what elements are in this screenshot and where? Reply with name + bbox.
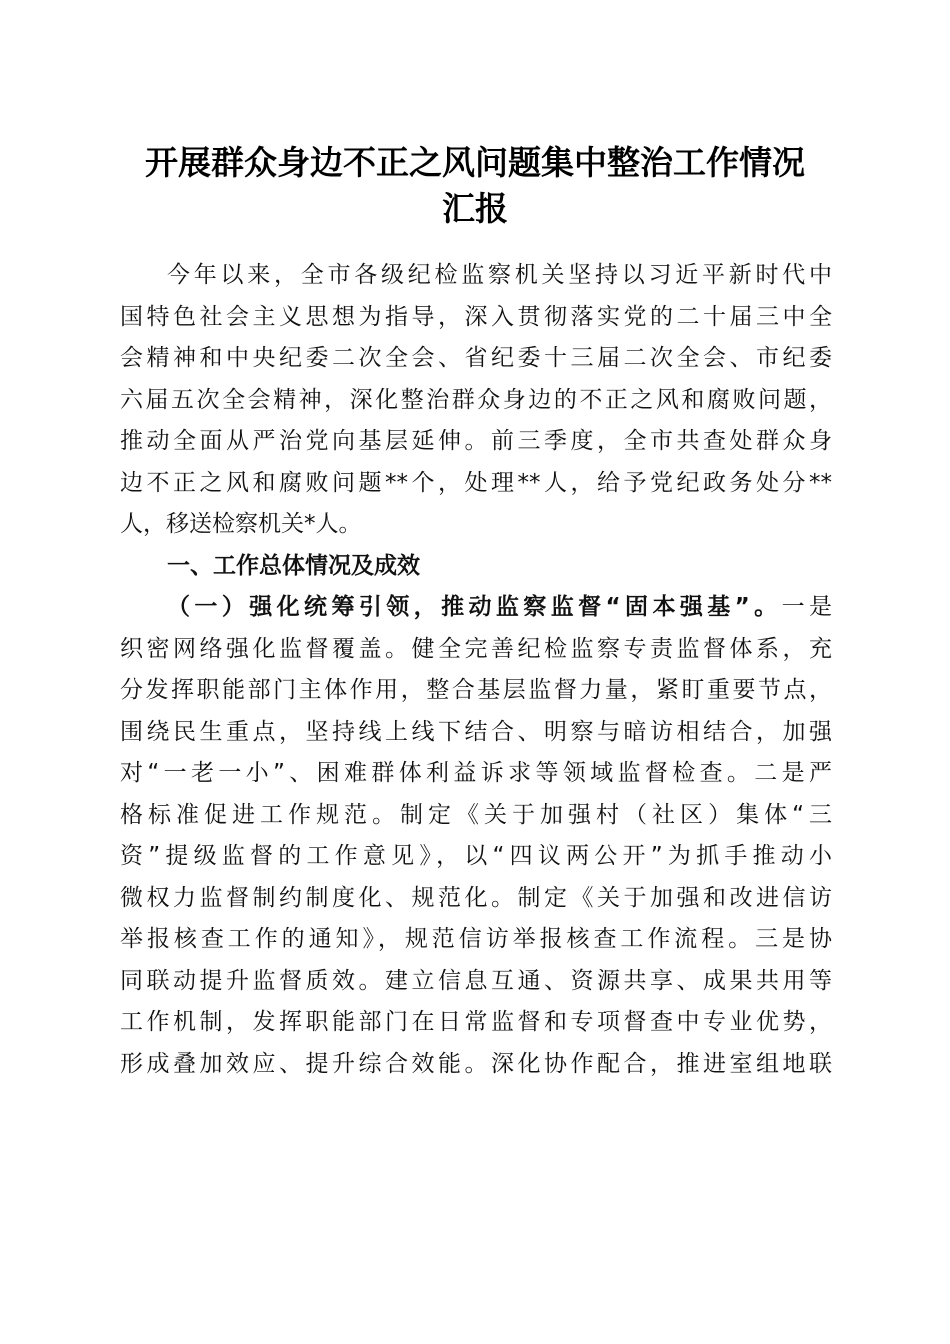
paragraph-line: 对“一老一小”、困难群体利益诉求等领域监督检查。二是严 bbox=[120, 760, 832, 786]
paragraph-line: 国特色社会主义思想为指导，深入贯彻落实党的二十届三中全 bbox=[120, 303, 832, 330]
paragraph-line: 人，移送检察机关*人。 bbox=[120, 511, 362, 537]
document-title bbox=[100, 140, 850, 232]
paragraph-line: 工作机制，发挥职能部门在日常监督和专项督查中专业优势， bbox=[120, 1009, 832, 1035]
paragraph-line: 边不正之风和腐败问题**个，处理**人，给予党纪政务处分** bbox=[120, 469, 832, 496]
paragraph-line: 推动全面从严治党向基层延伸。前三季度，全市共查处群众身 bbox=[120, 428, 832, 454]
document-body bbox=[120, 255, 832, 1085]
paragraph-line: 织密网络强化监督覆盖。健全完善纪检监察专责监督体系，充 bbox=[120, 635, 832, 662]
paragraph-line: 形成叠加效应、提升综合效能。深化协作配合，推进室组地联 bbox=[120, 1050, 832, 1077]
subsection-heading: （一）强化统筹引领，推动监察监督“固本强基”。 bbox=[167, 594, 782, 620]
subsection-paragraph bbox=[120, 587, 832, 1085]
title-line-2: 汇报 bbox=[442, 189, 508, 228]
paragraph-line: 六届五次全会精神，深化整治群众身边的不正之风和腐败问题， bbox=[120, 386, 832, 413]
subsection-first-line-rest: 一是 bbox=[781, 594, 833, 620]
paragraph-line: 格标准促进工作规范。制定《关于加强村（社区）集体“三 bbox=[120, 801, 832, 828]
paragraph-line: 同联动提升监督质效。建立信息互通、资源共享、成果共用等 bbox=[120, 967, 832, 994]
paragraph-line: 微权力监督制约制度化、规范化。制定《关于加强和改进信访 bbox=[120, 884, 832, 911]
section-heading: 一、工作总体情况及成效 bbox=[167, 552, 420, 579]
paragraph-line: 会精神和中央纪委二次全会、省纪委十三届二次全会、市纪委 bbox=[120, 345, 832, 371]
paragraph-line: 举报核查工作的通知》，规范信访举报核查工作流程。三是协 bbox=[120, 926, 832, 952]
subsection-first-line bbox=[120, 587, 832, 629]
paragraph-line: 围绕民生重点，坚持线上线下结合、明察与暗访相结合，加强 bbox=[120, 718, 832, 745]
intro-paragraph bbox=[120, 255, 832, 546]
title-line-1: 开展群众身边不正之风问题集中整治工作情况 bbox=[145, 143, 805, 182]
paragraph-line: 今年以来，全市各级纪检监察机关坚持以习近平新时代中 bbox=[167, 262, 832, 288]
paragraph-line: 资”提级监督的工作意见》，以“四议两公开”为抓手推动小 bbox=[120, 843, 832, 869]
paragraph-line: 分发挥职能部门主体作用，整合基层监督力量，紧盯重要节点， bbox=[120, 677, 832, 703]
